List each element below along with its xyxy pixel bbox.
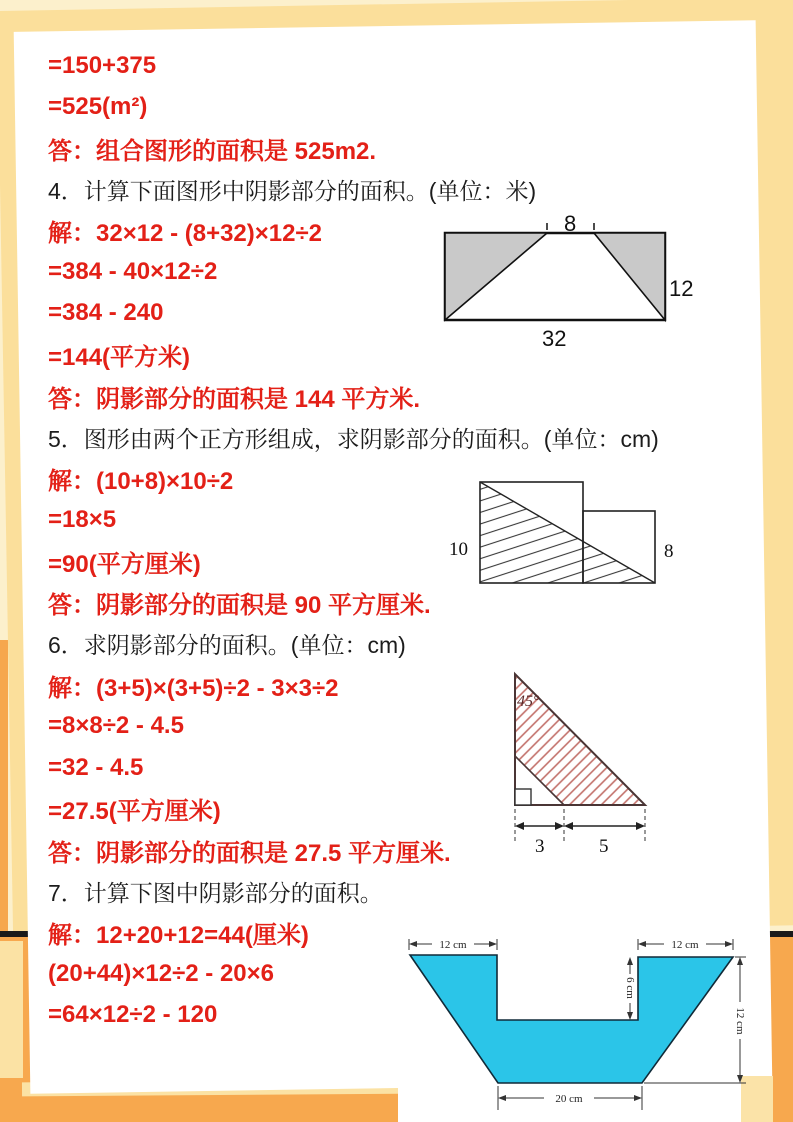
text-line: 解：12+20+12=44(厘米) xyxy=(48,922,309,950)
label-right-12: 12 xyxy=(669,276,694,301)
label-top-8: 8 xyxy=(564,211,577,236)
label-top-right-12cm: 12 cm xyxy=(671,939,699,951)
label-notch-6cm: 6 cm xyxy=(624,977,636,999)
label-bottom-20cm: 20 cm xyxy=(555,1093,583,1105)
text-line: 6．求阴影部分的面积。(单位：cm) xyxy=(48,632,406,659)
label-top-left-12cm: 12 cm xyxy=(439,939,467,951)
dimension-5 xyxy=(564,822,645,830)
text-line: 解：32×12 - (8+32)×12÷2 xyxy=(48,220,323,248)
figure-problem5 xyxy=(443,473,688,595)
text-line: (20+44)×12÷2 - 20×6 xyxy=(48,960,275,988)
text-line: =27.5(平方厘米) xyxy=(48,798,221,826)
text-line: 解：(3+5)×(3+5)÷2 - 3×3÷2 xyxy=(48,674,339,702)
text-line: =8×8÷2 - 4.5 xyxy=(48,712,184,740)
figure-problem4 xyxy=(440,211,696,352)
label-bottom-32: 32 xyxy=(542,326,567,351)
cyan-shape xyxy=(410,955,733,1083)
dimension-3 xyxy=(515,822,564,830)
label-right-8: 8 xyxy=(664,541,674,562)
text-line: =18×5 xyxy=(48,505,117,533)
figure-problem7 xyxy=(398,936,770,1122)
text-line: 5．图形由两个正方形组成，求阴影部分的面积。(单位：cm) xyxy=(48,425,659,452)
yellow-strip-left xyxy=(0,941,23,1078)
text-line: 答：阴影部分的面积是 144 平方米. xyxy=(48,385,421,413)
text-line: =384 - 240 xyxy=(48,299,164,327)
label-angle-45: 45° xyxy=(517,693,540,710)
right-angle-marker xyxy=(515,789,531,805)
text-line: =525(m²) xyxy=(48,92,148,120)
label-right-12cm: 12 cm xyxy=(734,1007,746,1035)
text-line: 答：阴影部分的面积是 90 平方厘米. xyxy=(48,592,431,619)
text-line: =384 - 40×12÷2 xyxy=(48,258,218,286)
text-line: =144(平方米) xyxy=(48,344,191,372)
text-line: =150+375 xyxy=(48,51,157,79)
text-line: 答：组合图形的面积是 525m2. xyxy=(48,137,377,165)
figure-problem6 xyxy=(498,660,673,860)
text-line: 解：(10+8)×10÷2 xyxy=(48,468,234,496)
text-line: =32 - 4.5 xyxy=(48,753,144,781)
text-line: 答：阴影部分的面积是 27.5 平方厘米. xyxy=(48,839,451,867)
label-seg-3: 3 xyxy=(535,836,545,857)
text-line: 4．计算下面图形中阴影部分的面积。(单位：米) xyxy=(48,178,537,205)
text-line: 7．计算下图中阴影部分的面积。 xyxy=(48,880,383,907)
label-left-10: 10 xyxy=(449,539,468,560)
text-line: =90(平方厘米) xyxy=(48,550,201,578)
text-line: =64×12÷2 - 120 xyxy=(48,1001,218,1029)
label-seg-5: 5 xyxy=(599,836,609,857)
